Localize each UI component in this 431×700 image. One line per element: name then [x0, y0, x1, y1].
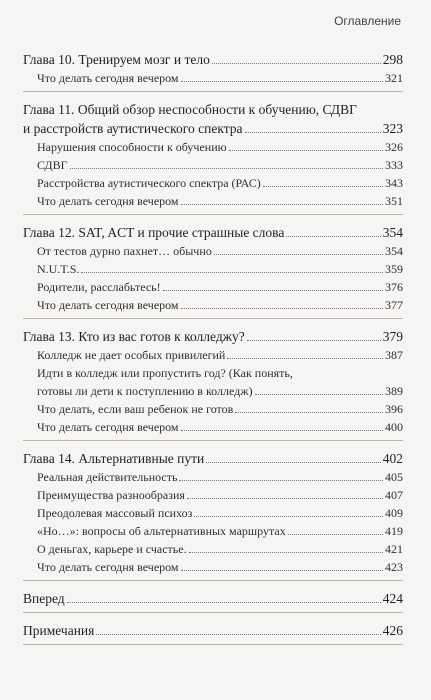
page-number: 333 — [385, 158, 403, 172]
page-number: 351 — [385, 194, 403, 208]
dot-leader — [181, 570, 383, 571]
item-title: Что делать сегодня вечером — [37, 560, 179, 574]
toc-section-chapter-14 — [23, 449, 403, 581]
toc-item-row-line2[interactable] — [23, 382, 403, 400]
item-title: Преодолевая массовый психоз — [37, 506, 193, 520]
toc-item-row[interactable] — [23, 522, 403, 540]
toc-item-row[interactable] — [23, 278, 403, 296]
toc-item-row[interactable] — [23, 346, 403, 364]
page-number: 400 — [385, 420, 403, 434]
toc-item-row[interactable] — [23, 192, 403, 210]
toc-item-row[interactable] — [23, 296, 403, 314]
item-title: Что делать сегодня вечером — [37, 71, 179, 85]
dot-leader — [181, 308, 383, 309]
page-number: 323 — [382, 121, 403, 136]
dot-leader — [179, 480, 383, 481]
page-number: 407 — [385, 488, 403, 502]
page-number: 359 — [385, 262, 403, 276]
page-number: 389 — [385, 384, 403, 398]
toc-section-notes — [23, 621, 403, 645]
toc-section-chapter-11 — [23, 100, 403, 215]
toc-section-chapter-12 — [23, 223, 403, 319]
chapter-title: Примечания — [23, 623, 95, 638]
page-number: 426 — [382, 623, 403, 638]
toc-item-row[interactable] — [23, 558, 403, 576]
dot-leader — [255, 394, 383, 395]
item-title: «Но…»: вопросы об альтернативных маршрутах — [37, 524, 286, 538]
dot-leader — [189, 552, 383, 553]
dot-leader — [245, 132, 381, 133]
page-number: 326 — [385, 140, 403, 154]
toc-item-row[interactable] — [23, 400, 403, 418]
dot-leader — [96, 634, 380, 635]
page-number: 419 — [385, 524, 403, 538]
dot-leader — [263, 186, 383, 187]
toc-chapter-row[interactable] — [23, 327, 403, 346]
item-title: Колледж не дает особых привилегий — [37, 348, 226, 362]
item-title-line2: готовы ли дети к поступлению в колледж) — [37, 384, 253, 398]
chapter-title: Глава 13. Кто из вас готов к колледжу? — [23, 329, 245, 344]
item-title: Родители, расслабьтесь! — [37, 280, 161, 294]
item-title: Что делать, если ваш ребенок не готов — [37, 402, 234, 416]
chapter-title: Вперед — [23, 591, 65, 606]
toc-chapter-row[interactable] — [23, 589, 403, 608]
running-head: Оглавление — [334, 14, 401, 28]
item-title: Преимущества разнообразия — [37, 488, 185, 502]
toc-section-chapter-13 — [23, 327, 403, 441]
toc-section-forward — [23, 589, 403, 613]
toc-item-row[interactable] — [23, 486, 403, 504]
page-number: 409 — [385, 506, 403, 520]
page-number: 387 — [385, 348, 403, 362]
page-number: 354 — [382, 225, 403, 240]
dot-leader — [181, 430, 383, 431]
toc-chapter-row[interactable] — [23, 449, 403, 468]
toc-chapter-row[interactable] — [23, 50, 403, 69]
toc-item-row[interactable] — [23, 504, 403, 522]
toc-item-row[interactable] — [23, 260, 403, 278]
dot-leader — [163, 290, 383, 291]
toc-chapter-row[interactable] — [23, 223, 403, 242]
page-number: 343 — [385, 176, 403, 190]
dot-leader — [67, 602, 381, 603]
page-number: 321 — [385, 71, 403, 85]
dot-leader — [288, 534, 383, 535]
toc-item-row[interactable] — [23, 418, 403, 436]
page-number: 298 — [382, 52, 403, 67]
toc-chapter-row[interactable] — [23, 621, 403, 640]
page-number: 379 — [382, 329, 403, 344]
dot-leader — [187, 498, 383, 499]
toc-item-row[interactable] — [23, 69, 403, 87]
dot-leader — [235, 412, 383, 413]
page-number: 376 — [385, 280, 403, 294]
toc-item-row[interactable] — [23, 174, 403, 192]
toc-item-row[interactable] — [23, 242, 403, 260]
page-number: 421 — [385, 542, 403, 556]
toc-item-row[interactable] — [23, 156, 403, 174]
toc-item-row[interactable] — [23, 540, 403, 558]
item-title: СДВГ — [37, 158, 68, 172]
dot-leader — [212, 63, 381, 64]
item-title: О деньгах, карьере и счастье. — [37, 542, 187, 556]
toc-item-row-line1[interactable] — [23, 364, 403, 382]
chapter-title: Глава 10. Тренируем мозг и тело — [23, 52, 210, 67]
toc-item-row[interactable] — [23, 138, 403, 156]
chapter-title: Глава 14. Альтернативные пути — [23, 451, 205, 466]
item-title: Что делать сегодня вечером — [37, 298, 179, 312]
item-title: Реальная действительность — [37, 470, 178, 484]
page-number: 424 — [382, 591, 403, 606]
dot-leader — [247, 340, 381, 341]
toc-item-row[interactable] — [23, 468, 403, 486]
chapter-title-line2: и расстройств аутистического спектра — [23, 121, 243, 136]
item-title: N.U.T.S. — [37, 262, 80, 276]
item-title-line1: Идти в колледж или пропустить год? (Как понять, — [37, 366, 293, 380]
dot-leader — [206, 462, 381, 463]
page-number: 354 — [385, 244, 403, 258]
page-number: 377 — [385, 298, 403, 312]
dot-leader — [181, 81, 383, 82]
dot-leader — [81, 272, 383, 273]
toc-chapter-row-line2[interactable] — [23, 119, 403, 138]
item-title: От тестов дурно пахнет… обычно — [37, 244, 212, 258]
dot-leader — [194, 516, 383, 517]
page-number: 402 — [382, 451, 403, 466]
dot-leader — [286, 236, 380, 237]
dot-leader — [181, 204, 383, 205]
page-number: 423 — [385, 560, 403, 574]
page-number: 405 — [385, 470, 403, 484]
page-number: 396 — [385, 402, 403, 416]
dot-leader — [229, 150, 383, 151]
toc-chapter-row-line1[interactable] — [23, 100, 403, 119]
table-of-contents — [23, 50, 403, 653]
chapter-title: Глава 12. SAT, ACT и прочие страшные слова — [23, 225, 285, 240]
item-title: Расстройства аутистического спектра (РАС) — [37, 176, 261, 190]
dot-leader — [214, 254, 383, 255]
item-title: Что делать сегодня вечером — [37, 420, 179, 434]
dot-leader — [227, 358, 383, 359]
chapter-title-line1: Глава 11. Общий обзор неспособности к обучению, СДВГ — [23, 102, 357, 117]
toc-section-chapter-10 — [23, 50, 403, 92]
item-title: Нарушения способности к обучению — [37, 140, 227, 154]
item-title: Что делать сегодня вечером — [37, 194, 179, 208]
dot-leader — [70, 168, 383, 169]
